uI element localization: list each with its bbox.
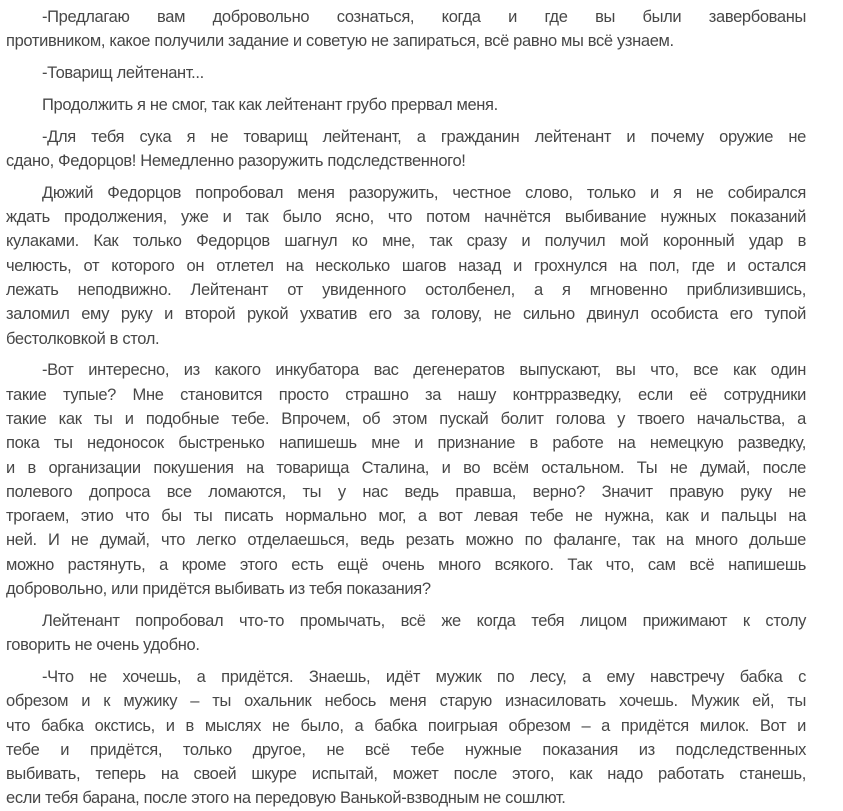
paragraph xyxy=(6,5,806,54)
text-line: Продолжить я не смог, так как лейтенант грубо прервал меня. xyxy=(42,95,498,114)
text-line: полевого допроса все ломаются, ты у нас ведь правша, верно? Значит правую руку не xyxy=(6,482,806,501)
text-line: пока ты недоносок быстренько напишешь мне и признание в работе на немецкую разведку, xyxy=(6,434,806,453)
text-line: -Для тебя сука я не товарищ лейтенант, а гражданин лейтенант и почему оружие не xyxy=(42,127,806,146)
text-line: можно растянуть, а кроме этого есть ещё очень много всякого. Так что, сам всё напишешь xyxy=(6,555,806,574)
paragraph xyxy=(6,609,806,658)
text-line: что бабка окстись, и в мыслях не было, а бабка поигрыая обрезом – а придётся милок. Вот и xyxy=(6,716,806,735)
text-line: выбивать, теперь на своей шкуре испытай, может после этого, как надо работать станешь, xyxy=(6,765,806,784)
text-line: такие как ты и подобные тебе. Впрочем, об этом пускай болит голова у твоего начальства, а xyxy=(6,409,806,428)
text-line: добровольно, или придётся выбивать из тебя показания? xyxy=(6,580,431,599)
text-line: говорить не очень удобно. xyxy=(6,636,200,655)
text-line: бестолковкой в стол. xyxy=(6,329,160,348)
text-line: челюсть, от которого он отлетел на несколько шагов назад и грохнулся на пол, где и остался xyxy=(6,256,806,275)
paragraph xyxy=(6,181,806,351)
text-line: противником, какое получили задание и советую не запираться, всё равно мы всё узнаем. xyxy=(6,32,674,51)
text-line: сдано, Федорцов! Немедленно разоружить подследственного! xyxy=(6,151,466,170)
text-line: Дюжий Федорцов попробовал меня разоружить, честное слово, только и я не собирался xyxy=(42,183,806,202)
text-line: -Предлагаю вам добровольно сознаться, когда и где вы были завербованы xyxy=(42,8,806,26)
text-line: -Товарищ лейтенант... xyxy=(42,64,204,83)
text-line: -Что не хочешь, а придётся. Знаешь, идёт мужик по лесу, а ему навстречу бабка с xyxy=(42,667,806,686)
text-line: кулаками. Как только Федорцов шагнул ко мне, так сразу и получил мой коронный удар в xyxy=(6,232,806,251)
text-line: и в организации покушения на товарища Сталина, и во всём остальном. Ты не думай, после xyxy=(6,458,806,477)
paragraph xyxy=(6,125,806,174)
text-line: такие тупые? Мне становится просто страшно за нашу контрразведку, если её сотрудники xyxy=(6,385,806,404)
paragraph xyxy=(6,93,806,117)
text-line: если тебя барана, после этого на передовую Ванькой-взводным не сошлют. xyxy=(6,789,566,808)
text-line: обрезом и к мужику – ты охальник небось меня старую изнасиловать хочешь. Мужик ей, ты xyxy=(6,692,806,711)
text-line: ждать продолжения, уже и так было ясно, что потом начнётся выбивание нужных показаний xyxy=(6,208,806,227)
text-line: лежать неподвижно. Лейтенант от увиденного остолбенел, а я мгновенно приблизившись, xyxy=(6,280,806,299)
paragraph xyxy=(6,61,806,85)
text-line: тебе и придётся, только другое, не всё тебе нужные показания из подследственных xyxy=(6,740,806,759)
text-line: трогаем, этио что бы ты писать нормально мог, а вот левая тебе не нужна, как и пальцы на xyxy=(6,507,806,526)
text-line: -Вот интересно, из какого инкубатора вас дегенератов выпускают, вы что, все как один xyxy=(42,361,806,380)
paragraph xyxy=(6,358,806,601)
text-line: Лейтенант попробовал что-то промычать, всё же когда тебя лицом прижимают к столу xyxy=(42,611,806,630)
paragraph xyxy=(6,665,806,811)
text-line: ней. И не думай, что легко отделаешься, ведь резать можно по фаланге, так на много дольше xyxy=(6,531,806,550)
text-line: заломил ему руку и второй рукой ухватив его за голову, не сильно двинул особиста его тупой xyxy=(6,305,806,324)
